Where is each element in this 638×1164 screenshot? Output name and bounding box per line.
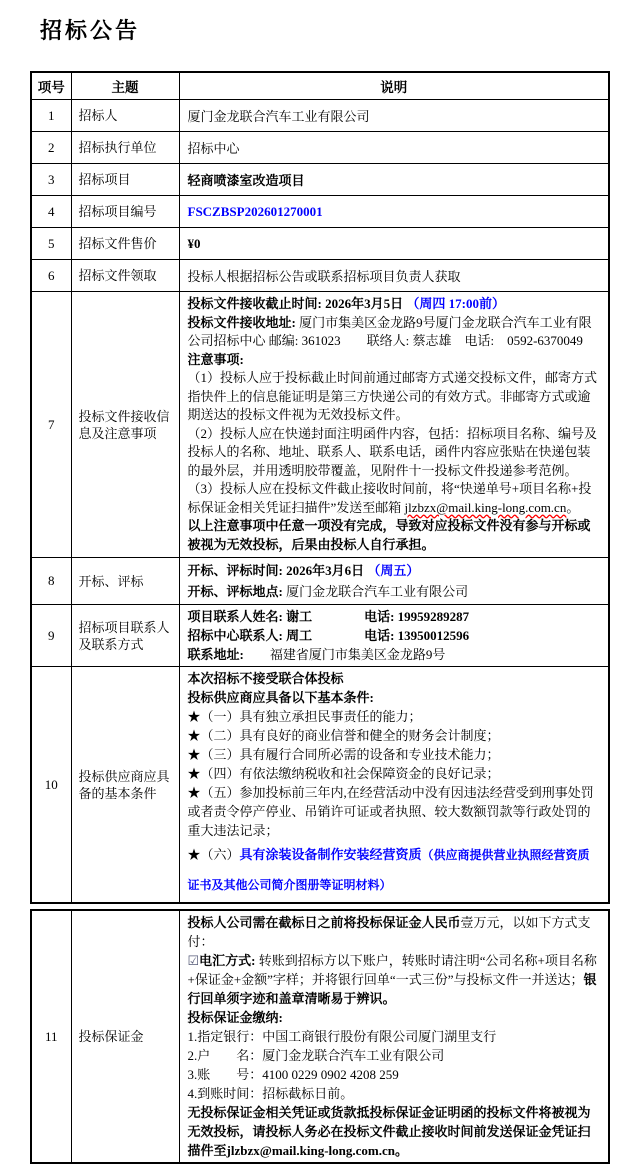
notes-heading: 注意事项: — [187, 351, 244, 367]
wire-transfer-label: 电汇方式: — [199, 953, 256, 968]
submission-address-line — [188, 314, 601, 351]
row-number: 10 — [31, 667, 71, 904]
row-number: 9 — [31, 605, 71, 667]
row-subject: 投标文件接收信息及注意事项 — [71, 292, 179, 558]
header-item-no: 项号 — [31, 72, 71, 100]
bond-amount-bold: 投标人公司需在截标日之前将投标保证金人民币 — [187, 915, 461, 930]
requirement-6 — [188, 840, 601, 900]
requirement-5: ★（五）参加投标前三年内,在经营活动中没有因违法经营受到刑事处罚或者责令停产停业、吊销许可证或者执照、较大数额罚款等行政处罚的重大违法记录； — [187, 785, 594, 838]
address-label: 投标文件接收地址: — [187, 314, 296, 330]
requirement-3: ★（三）具有履行合同所必需的设备和专业技术能力； — [187, 747, 500, 762]
header-description: 说明 — [179, 72, 609, 100]
project-contact-line: 项目联系人姓名: 谢工 电话: 19959289287 — [187, 609, 470, 624]
bond-amount-rest: 壹万元，以如下方式支付： — [187, 915, 591, 949]
row-subject: 招标文件领取 — [71, 260, 179, 292]
row-number: 1 — [31, 100, 71, 132]
document-collection-value: 投标人根据招标公告或联系招标项目负责人获取 — [179, 260, 609, 292]
bond-warning-line — [188, 1103, 601, 1160]
requirement-6-star: ★（六） — [187, 847, 240, 862]
table-row — [31, 260, 609, 292]
requirement-4: ★（四）有依法缴纳税收和社会保障资金的良好记录； — [187, 766, 500, 781]
header-row — [31, 72, 609, 100]
note-3-period: 。 — [566, 499, 580, 515]
row-number: 8 — [31, 558, 71, 605]
row-subject: 开标、评标 — [71, 558, 179, 605]
arrival-time-line: 4.到账时间：招标截标日前。 — [187, 1086, 354, 1101]
bid-bond-table — [30, 909, 610, 1164]
row-number: 3 — [31, 164, 71, 196]
contact-address-label: 联系地址: — [187, 647, 244, 662]
project-number-value: FSCZBSP202601270001 — [179, 196, 609, 228]
table-row — [31, 164, 609, 196]
requirements-heading: 投标供应商应具备以下基本条件: — [187, 690, 374, 705]
bid-opening-info — [179, 558, 609, 605]
requirement-6-text: 具有涂装设备制作安装经营资质 — [239, 847, 422, 862]
bond-email: jlzbzx@mail.king-long.com.cn — [226, 1143, 395, 1158]
tender-announcement-table — [30, 71, 610, 904]
wire-transfer-text: 转账到招标方以下账户，转账时请注明“公司名称+项目名称+保证金+金额”字样；并将银行回单“一式三份”与投标文件一并送达； — [187, 953, 597, 987]
row-subject: 招标文件售价 — [71, 228, 179, 260]
notification-email: jlzbzx@mail.king-long.com.cn — [404, 499, 567, 515]
bid-bond-info — [179, 910, 609, 1163]
checked-checkbox-icon: ☑ — [187, 953, 200, 968]
row-number: 5 — [31, 228, 71, 260]
note-3-text: （3）投标人应在投标文件截止接收时间前，将“快递单号+项目名称+投标保证金相关凭证扫描件”发送至邮箱 — [187, 481, 592, 515]
opening-place-text: 厦门金龙联合汽车工业有限公司 — [282, 584, 469, 599]
opening-weekday: （周五） — [367, 563, 420, 578]
deadline-label: 投标文件接收截止时间: — [187, 296, 322, 311]
tenderer-value: 厦门金龙联合汽车工业有限公司 — [179, 100, 609, 132]
opening-time-label: 开标、评标时间: — [187, 563, 283, 578]
opening-place-line — [188, 581, 601, 602]
requirement-1: ★（一）具有独立承担民事责任的能力； — [187, 709, 422, 724]
table-row — [31, 910, 609, 1163]
account-number-line: 3.账 号：4100 0229 0902 4208 259 — [187, 1067, 399, 1082]
row-number: 11 — [31, 910, 71, 1163]
notes-warning: 以上注意事项中任意一项没有完成，导致对应投标文件没有参与开标或被视为无效投标，后果由投标人自行承担。 — [187, 518, 591, 552]
note-2: （2）投标人应在快递封面注明函件内容，包括：招标项目名称、编号及投标人的名称、地址、联系人、联系电话，函件内容应张贴在快递包装的最外层，并用透明胶带覆盖，见附件十一投标文件投递参考范例。 — [187, 425, 598, 478]
address-text: 厦门市集美区金龙路9号厦门金龙联合汽车工业有限公司招标中心 邮编: 361023 联络人: 蔡志雄 电话: 0592-6370049 — [187, 314, 592, 348]
row-subject: 招标项目编号 — [71, 196, 179, 228]
project-name-value: 轻商喷漆室改造项目 — [179, 164, 609, 196]
no-consortium-line: 本次招标不接受联合体投标 — [187, 671, 344, 686]
bond-warning-period: 。 — [394, 1143, 408, 1158]
note-1: （1）投标人应于投标截止时间前通过邮寄方式递交投标文件，邮寄方式指快件上的信息能证明是第三方快递公司的有效方式。非邮寄方式或逾期送达的投标文件视为无效投标文件。 — [187, 370, 598, 422]
row-subject: 投标供应商应具备的基本条件 — [71, 667, 179, 904]
submission-deadline-line — [188, 295, 601, 314]
table-row — [31, 132, 609, 164]
document-price-value: ¥0 — [179, 228, 609, 260]
bond-warning-text: 无投标保证金相关凭证或货款抵投标保证金证明函的投标文件将被视为无效投标，请投标人务必在投标文件截止接收时间前发送保证金凭证扫描件至 — [187, 1105, 591, 1158]
bank-name-line: 1.指定银行：中国工商银行股份有限公司厦门湖里支行 — [187, 1029, 497, 1044]
row-subject: 招标项目联系人及联系方式 — [71, 605, 179, 667]
table-row — [31, 100, 609, 132]
table-row — [31, 667, 609, 904]
executing-unit-value: 招标中心 — [179, 132, 609, 164]
wire-transfer-line — [188, 951, 601, 1008]
note-3 — [188, 480, 601, 517]
row-number: 6 — [31, 260, 71, 292]
table-row — [31, 196, 609, 228]
table-row — [31, 605, 609, 667]
opening-date: 2026年3月6日 — [282, 563, 368, 578]
row-number: 4 — [31, 196, 71, 228]
opening-place-label: 开标、评标地点: — [187, 584, 283, 599]
center-contact-line: 招标中心联系人: 周工 电话: 13950012596 — [187, 628, 470, 643]
table-row — [31, 292, 609, 558]
requirement-6-note: （供应商提供营业执照经营资质证书及其他公司简介图册等证明材料） — [187, 848, 590, 892]
contact-address-text: 福建省厦门市集美区金龙路9号 — [243, 647, 446, 662]
supplier-requirements — [179, 667, 609, 904]
deadline-date: 2026年3月5日 — [321, 296, 407, 311]
requirement-2: ★（二）具有良好的商业信誉和健全的财务会计制度； — [187, 728, 500, 743]
table-row — [31, 228, 609, 260]
row-subject: 投标保证金 — [71, 910, 179, 1163]
header-subject: 主题 — [71, 72, 179, 100]
bond-amount-line — [188, 913, 601, 951]
contact-info — [179, 605, 609, 667]
bid-submission-info — [179, 292, 609, 558]
row-subject: 招标人 — [71, 100, 179, 132]
opening-time-line — [188, 560, 601, 581]
contact-address-line — [188, 645, 601, 664]
row-subject: 招标项目 — [71, 164, 179, 196]
deadline-weekday: （周四 17:00前） — [406, 296, 505, 311]
wire-transfer-bold: 银行回单须字迹和盖章清晰易于辨识。 — [187, 972, 597, 1006]
bond-payment-heading: 投标保证金缴纳: — [187, 1010, 283, 1025]
table-row — [31, 558, 609, 605]
page-title: 招标公告 — [40, 18, 141, 43]
row-number: 2 — [31, 132, 71, 164]
row-number: 7 — [31, 292, 71, 558]
account-name-line: 2.户 名：厦门金龙联合汽车工业有限公司 — [187, 1048, 445, 1063]
row-subject: 招标执行单位 — [71, 132, 179, 164]
